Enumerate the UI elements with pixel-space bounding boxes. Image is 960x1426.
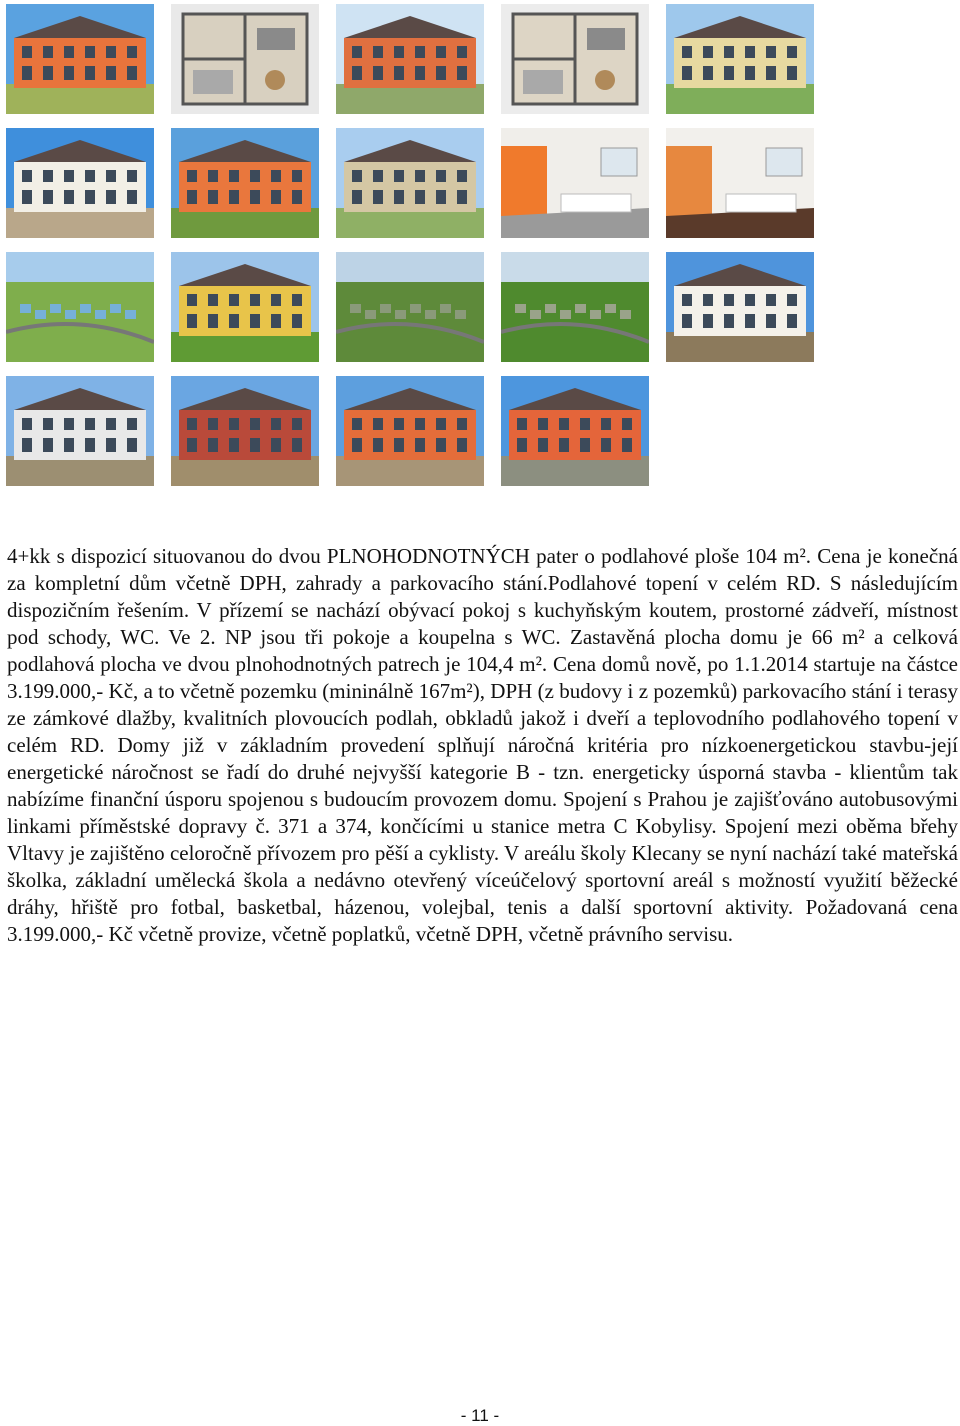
page-number: - 11 - [460,1406,500,1425]
photo-colorful-rowhouses-render [666,4,814,114]
photo-orange-rowhouses-construction [336,376,484,486]
gallery-row [6,4,816,114]
photo-settlement-aerial-render [501,252,649,362]
photo-rowhouses-street-view [336,4,484,114]
photo-foundation-site [6,376,154,486]
photo-settlement-aerial-view [336,252,484,362]
photo-orange-rowhouse-with-car [501,376,649,486]
photo-white-house-scaffolding [666,252,814,362]
photo-gallery [6,4,816,500]
gallery-row [6,252,816,362]
photo-colorful-street-render [336,128,484,238]
gallery-row [6,128,816,238]
photo-living-room-interior [501,128,649,238]
photo-colorful-rowhouses-aerial [6,252,154,362]
gallery-row [6,376,816,486]
photo-house-under-construction [6,128,154,238]
photo-red-rowhouses-construction [171,376,319,486]
property-description: 4+kk s dispozicí situovanou do dvou PLNOHODNOTNÝCH pater o podlahové ploše 104 m². Cena je konečná za kompletní dům včetně DPH, zahrady a parkovacího stání.Podlahové topení v celém RD. S následujícím dispozičním řešením. V přízemí se nachází obývací pokoj s kuchyňským koutem, prostorné zádveří, místnost pod schody, WC. Ve 2. NP jsou tři pokoje a koupelna s WC. Zastavěná plocha domu je 66 m² a celková podlahová plocha ve dvou plnohodnotných patrech je 104,4 m². Cena domů nově, po 1.1.2014 startuje na částce 3.199.000,- Kč, a to včetně pozemku (mininálně 167m²), DPH (z budovy i z pozemků) parkovacího stání i terasy ze zámkové dlažby, kvalitních plovoucích podlah, obkladů jakož i dveří a teplovodního podlahového topení v celém RD. Domy již v základním provedení splňují náročná kritéria pro nízkoenergetickou stavbu-její energetické náročnost se řadí do druhé nejvyšší kategorie B - tzn. energeticky úsporná stavba - klientům tak nabízíme finanční úsporu spojenou s budoucím provozem domu. Spojení s Prahou je zajišťováno autobusovými linkami příměstské dopravy č. 371 a 374, končícími u stanice metra C Kobylisy. Spojení mezi oběma břehy Vltavy je zajištěno celoročně přívozem pro pěší a cyklisty. V areálu školy Klecany se nyní nachází také mateřská školka, základní umělecká škola a nedávno otevřený víceúčelový sportovní areál s možností využití běžecké dráhy, hřiště pro fotbal, basketbal, házenou, volejbal, tenis a další sportovní aktivity. Požadovaná cena 3.199.000,- Kč včetně provize, včetně poplatků, včetně DPH, včetně právního servisu. [7,544,958,946]
photo-ground-floor-plan-3d [171,4,319,114]
photo-colorful-rowhouses-garden [171,252,319,362]
photo-dining-room-interior [666,128,814,238]
photo-orange-rowhouse-exterior [6,4,154,114]
photo-orange-rowhouses-lawn [171,128,319,238]
photo-upper-floor-plan-3d [501,4,649,114]
